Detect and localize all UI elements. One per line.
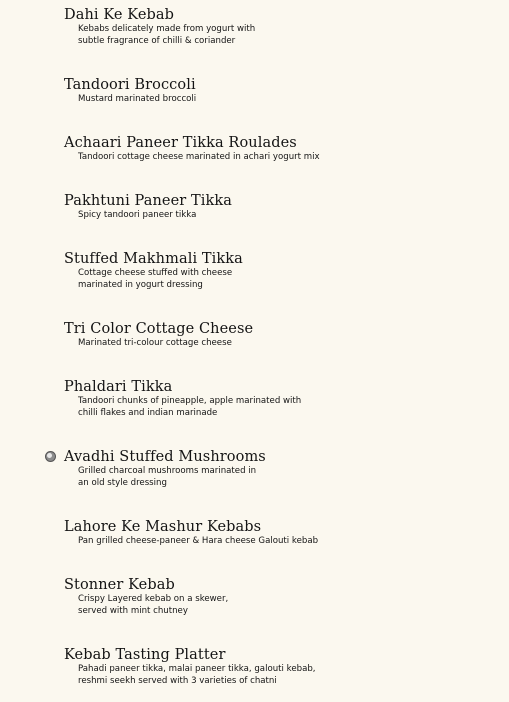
item-title: Achaari Paneer Tikka Roulades	[64, 135, 297, 151]
item-description: Pahadi paneer tikka, malai paneer tikka, galouti kebab, reshmi seekh served with 3 varieties of chatni	[78, 664, 316, 686]
item-description: Marinated tri-colour cottage cheese	[78, 338, 232, 348]
veg-indicator-icon	[45, 451, 56, 462]
item-description: Tandoori chunks of pineapple, apple marinated with chilli flakes and indian marinade	[78, 396, 302, 418]
item-title: Tri Color Cottage Cheese	[64, 321, 254, 337]
item-description: Kebabs delicately made from yogurt with subtle fragrance of chilli & coriander	[78, 24, 256, 46]
item-description: Spicy tandoori paneer tikka	[78, 210, 197, 220]
item-title: Avadhi Stuffed Mushrooms	[64, 449, 266, 465]
item-title: Pakhtuni Paneer Tikka	[64, 193, 233, 209]
item-title: Kebab Tasting Platter	[64, 647, 226, 663]
item-title: Stonner Kebab	[64, 577, 175, 593]
item-title: Tandoori Broccoli	[64, 77, 196, 93]
item-description: Cottage cheese stuffed with cheese marinated in yogurt dressing	[78, 268, 233, 290]
item-description: Crispy Layered kebab on a skewer, served with mint chutney	[78, 594, 229, 616]
item-title: Stuffed Makhmali Tikka	[64, 251, 243, 267]
item-description: Mustard marinated broccoli	[78, 94, 197, 104]
item-title: Phaldari Tikka	[64, 379, 173, 395]
item-title: Lahore Ke Mashur Kebabs	[64, 519, 262, 535]
item-title: Dahi Ke Kebab	[64, 7, 175, 23]
item-description: Pan grilled cheese-paneer & Hara cheese Galouti kebab	[78, 536, 319, 546]
item-description: Tandoori cottage cheese marinated in achari yogurt mix	[78, 152, 320, 162]
item-description: Grilled charcoal mushrooms marinated in an old style dressing	[78, 466, 257, 488]
